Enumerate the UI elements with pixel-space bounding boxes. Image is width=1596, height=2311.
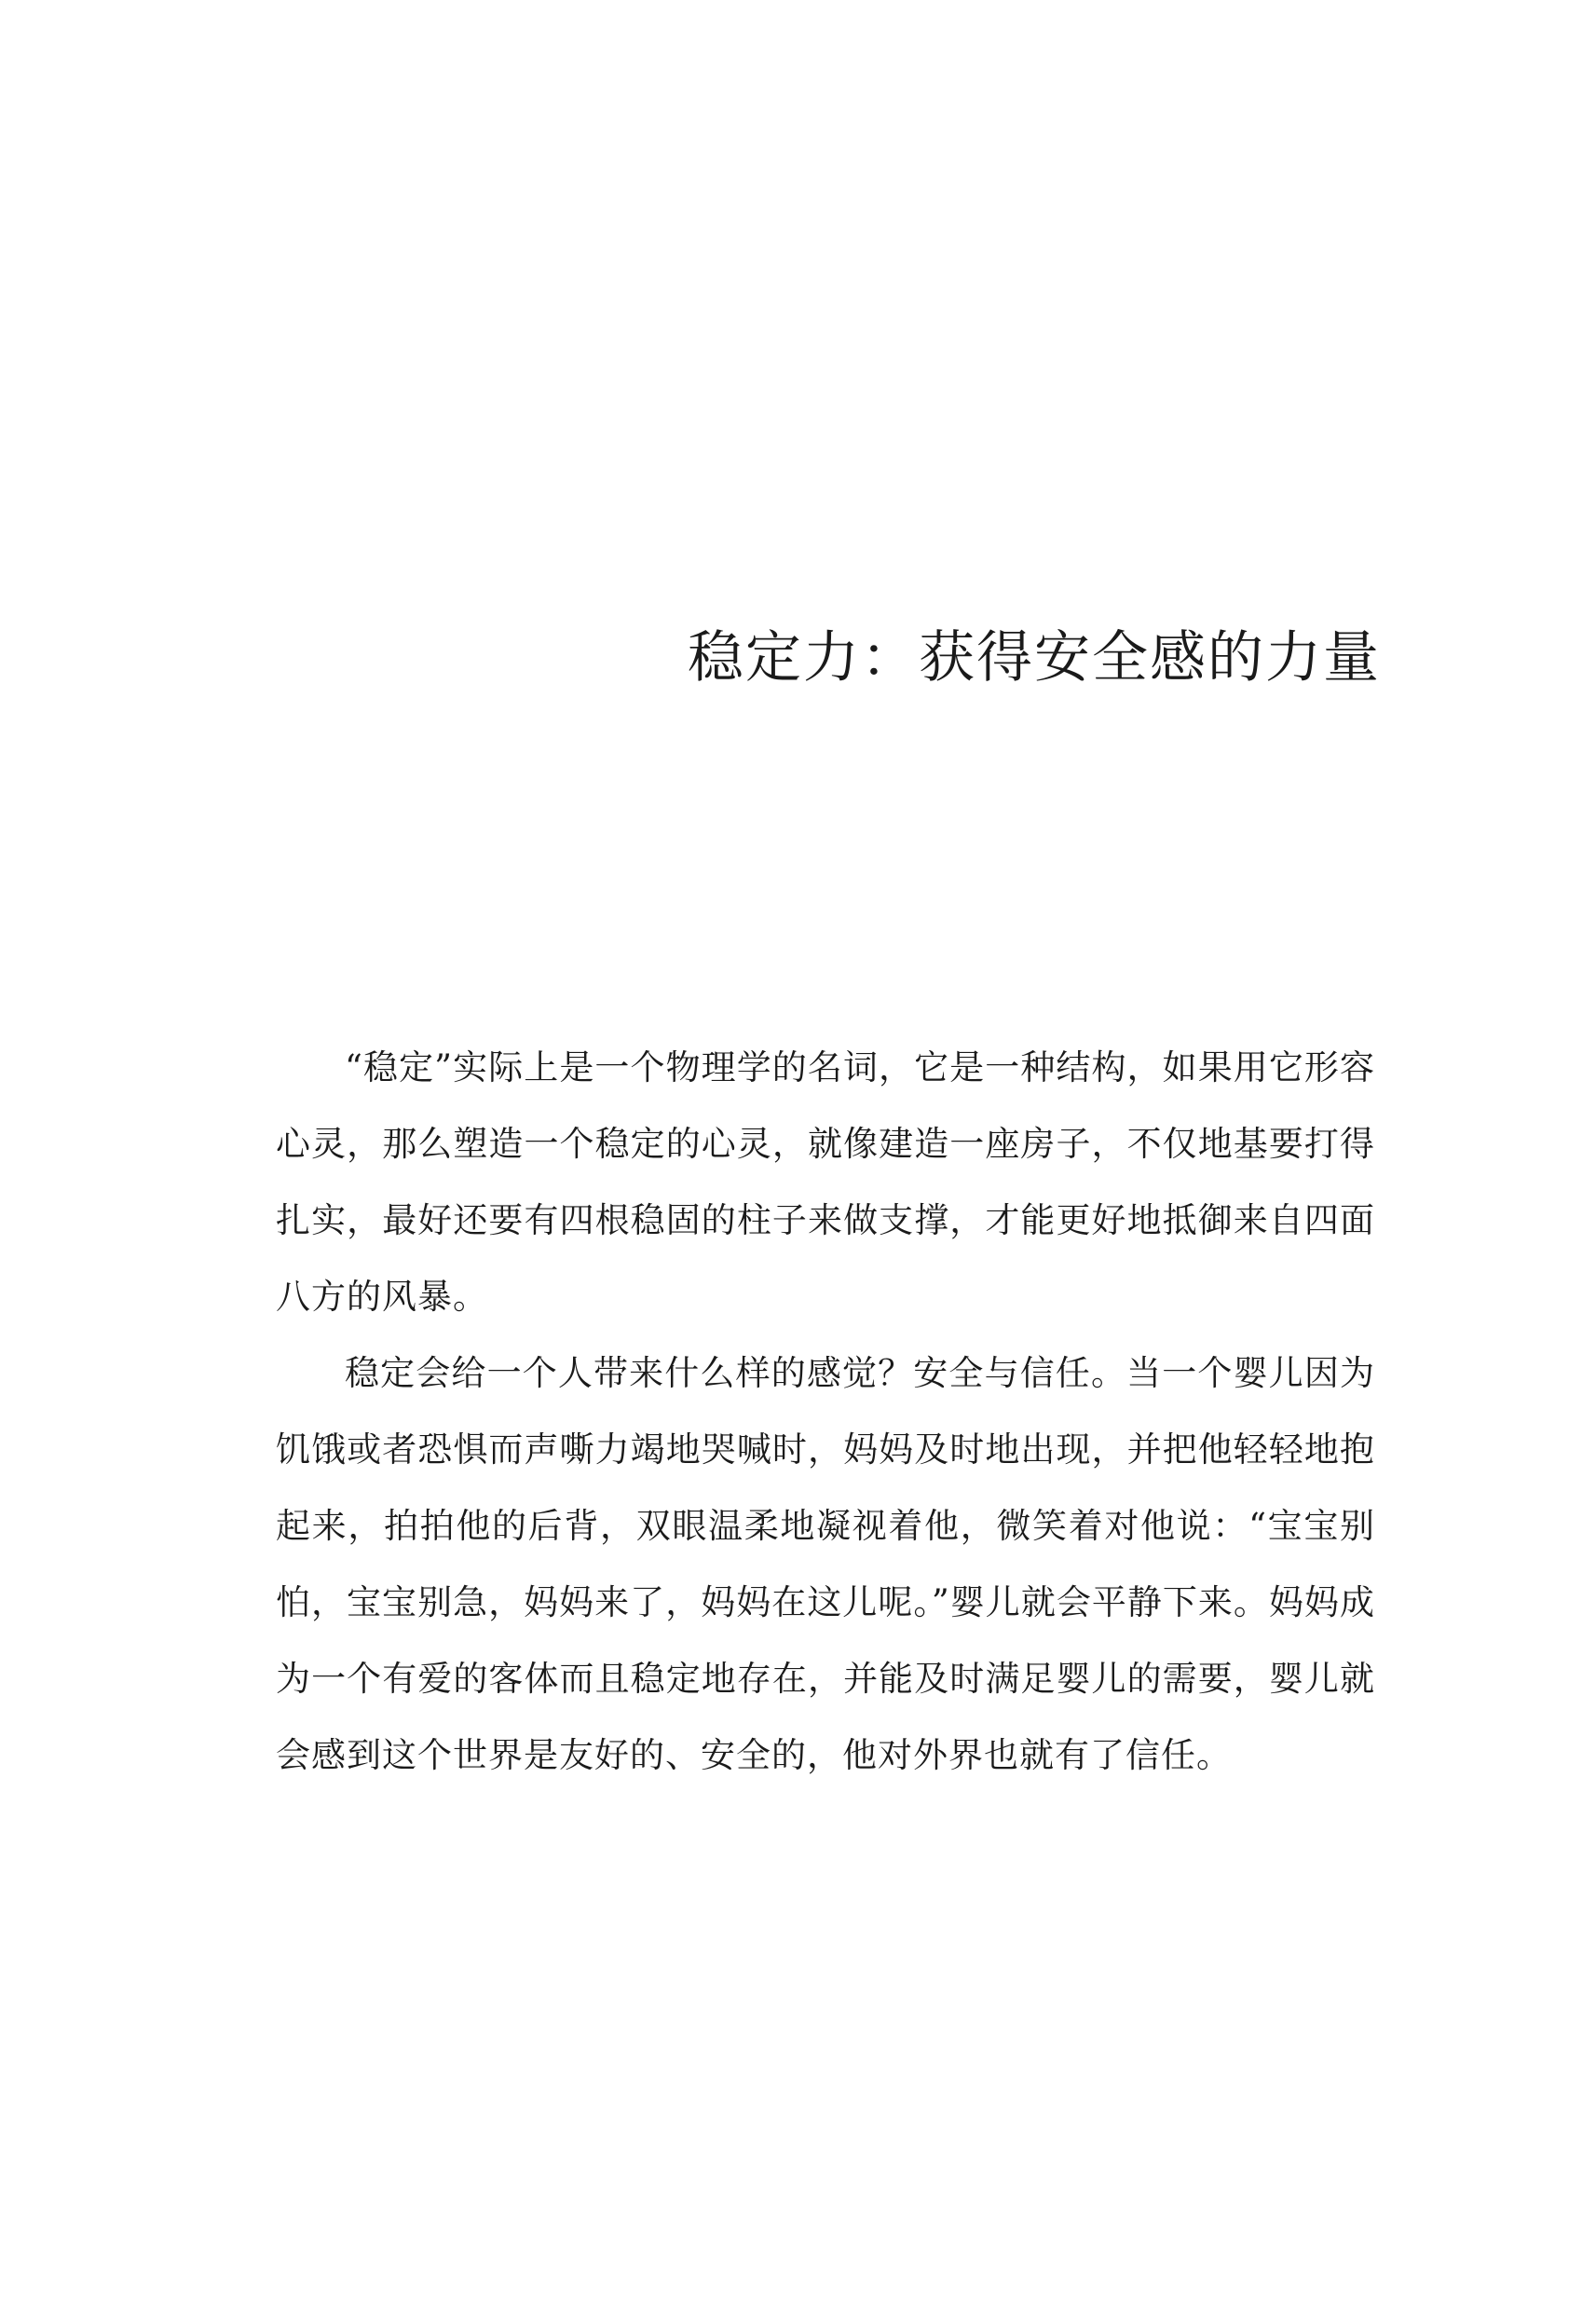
paragraph-2: 稳定会给一个人带来什么样的感觉？安全与信任。当一个婴儿因为饥饿或者恐惧而声嘶力竭地哭喊时，妈妈及时地出现，并把他轻轻地抱起来，拍拍他的后背，双眼温柔地凝视着他，微笑着对他说：“宝宝别怕，宝宝别急，妈妈来了，妈妈在这儿呢。”婴儿就会平静下来。妈妈成为一个有爱的客体而且稳定地存在，并能及时满足婴儿的需要，婴儿就会感到这个世界是友好的、安全的，他对外界也就有了信任。 (276, 1353, 1375, 1775)
paragraph-1: “稳定”实际上是一个物理学的名词，它是一种结构，如果用它形容心灵，那么塑造一个稳定的心灵，就像建造一座房子，不仅地基要打得扎实，最好还要有四根稳固的柱子来做支撑，才能更好地抵御来自四面八方的风暴。 (276, 1047, 1375, 1317)
body-text (276, 1030, 1375, 1794)
chapter-title: 稳定力：获得安全感的力量 (688, 625, 1381, 691)
